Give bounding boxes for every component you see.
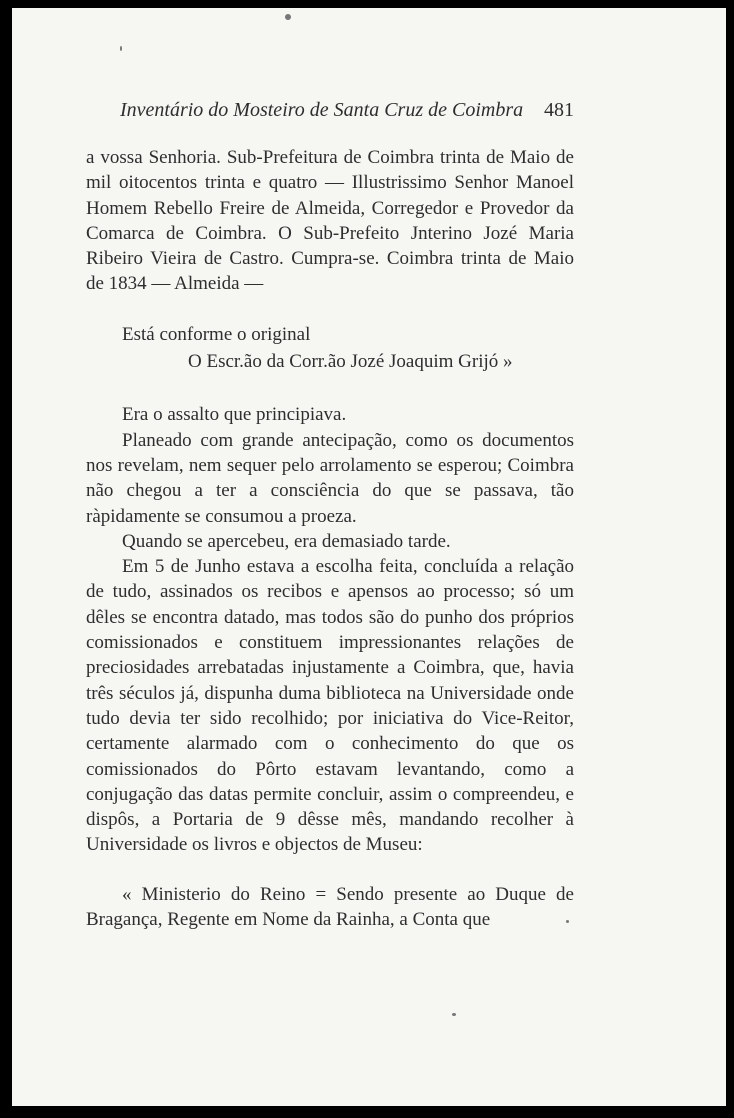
continued-paragraph: a vossa Senhoria. Sub-Prefeitura de Coimbra trinta de Maio de mil oitocentos trinta e quatro — Illustrissimo Senhor Manoel Homem Rebello Freire de Almeida, Corregedor e Provedor da Comarca de Coimbra. O Sub-Prefeito Jnterino Jozé Maria Ribeiro Vieira de Castro. Cumpra-se. Coimbra trinta de Maio de 1834 — Almeida — [86,147,574,295]
body-text [86,145,574,932]
running-head [120,98,574,122]
running-head-title: Inventário do Mosteiro de Santa Cruz de Coimbra [120,99,524,121]
book-page [12,8,726,1106]
print-speck [120,46,122,51]
page-number: 481 [544,99,574,121]
paragraph: Em 5 de Junho estava a escolha feita, concluída a relação de tudo, assinados os recibos e apensos ao processo; só um dêles se encontra datado, mas todos são do punho dos próprios comissionados e constituem impressionantes relações de preciosidades arrebatadas injustamente a Coimbra, que, havia três séculos já, dispunha duma biblioteca na Universidade onde tudo devia ter sido recolhido; por iniciativa do Vice-Reitor, certamente alarmado com o conhecimento do que os comissionados do Pôrto estavam levantando, como a conjugação das datas permite concluir, assim o compreendeu, e dispôs, a Portaria de 9 dêsse mês, mandando recolher à Universidade os livros e objectos de Museu: [86,556,574,856]
print-speck [452,1013,456,1016]
paragraph: Planeado com grande antecipação, como os documentos nos revelam, nem sequer pelo arrolamento se esperou; Coimbra não chegou a ter a consciência do que se passava, tão ràpidamente se consumou a proeza. [86,429,574,527]
quoted-document-paragraph: « Ministerio do Reino = Sendo presente ao Duque de Bragança, Regente em Nome da Rainha, a Conta que [86,883,574,931]
paragraph: Era o assalto que principiava. [122,404,347,426]
print-speck [285,14,291,20]
scribe-signature-line: O Escr.ão da Corr.ão Jozé Joaquim Grijó » [188,351,513,373]
spacer [86,858,574,882]
paragraph: Quando se apercebeu, era demasiado tarde. [122,530,451,552]
certification-line: Está conforme o original [122,323,311,345]
spacer [86,374,574,402]
